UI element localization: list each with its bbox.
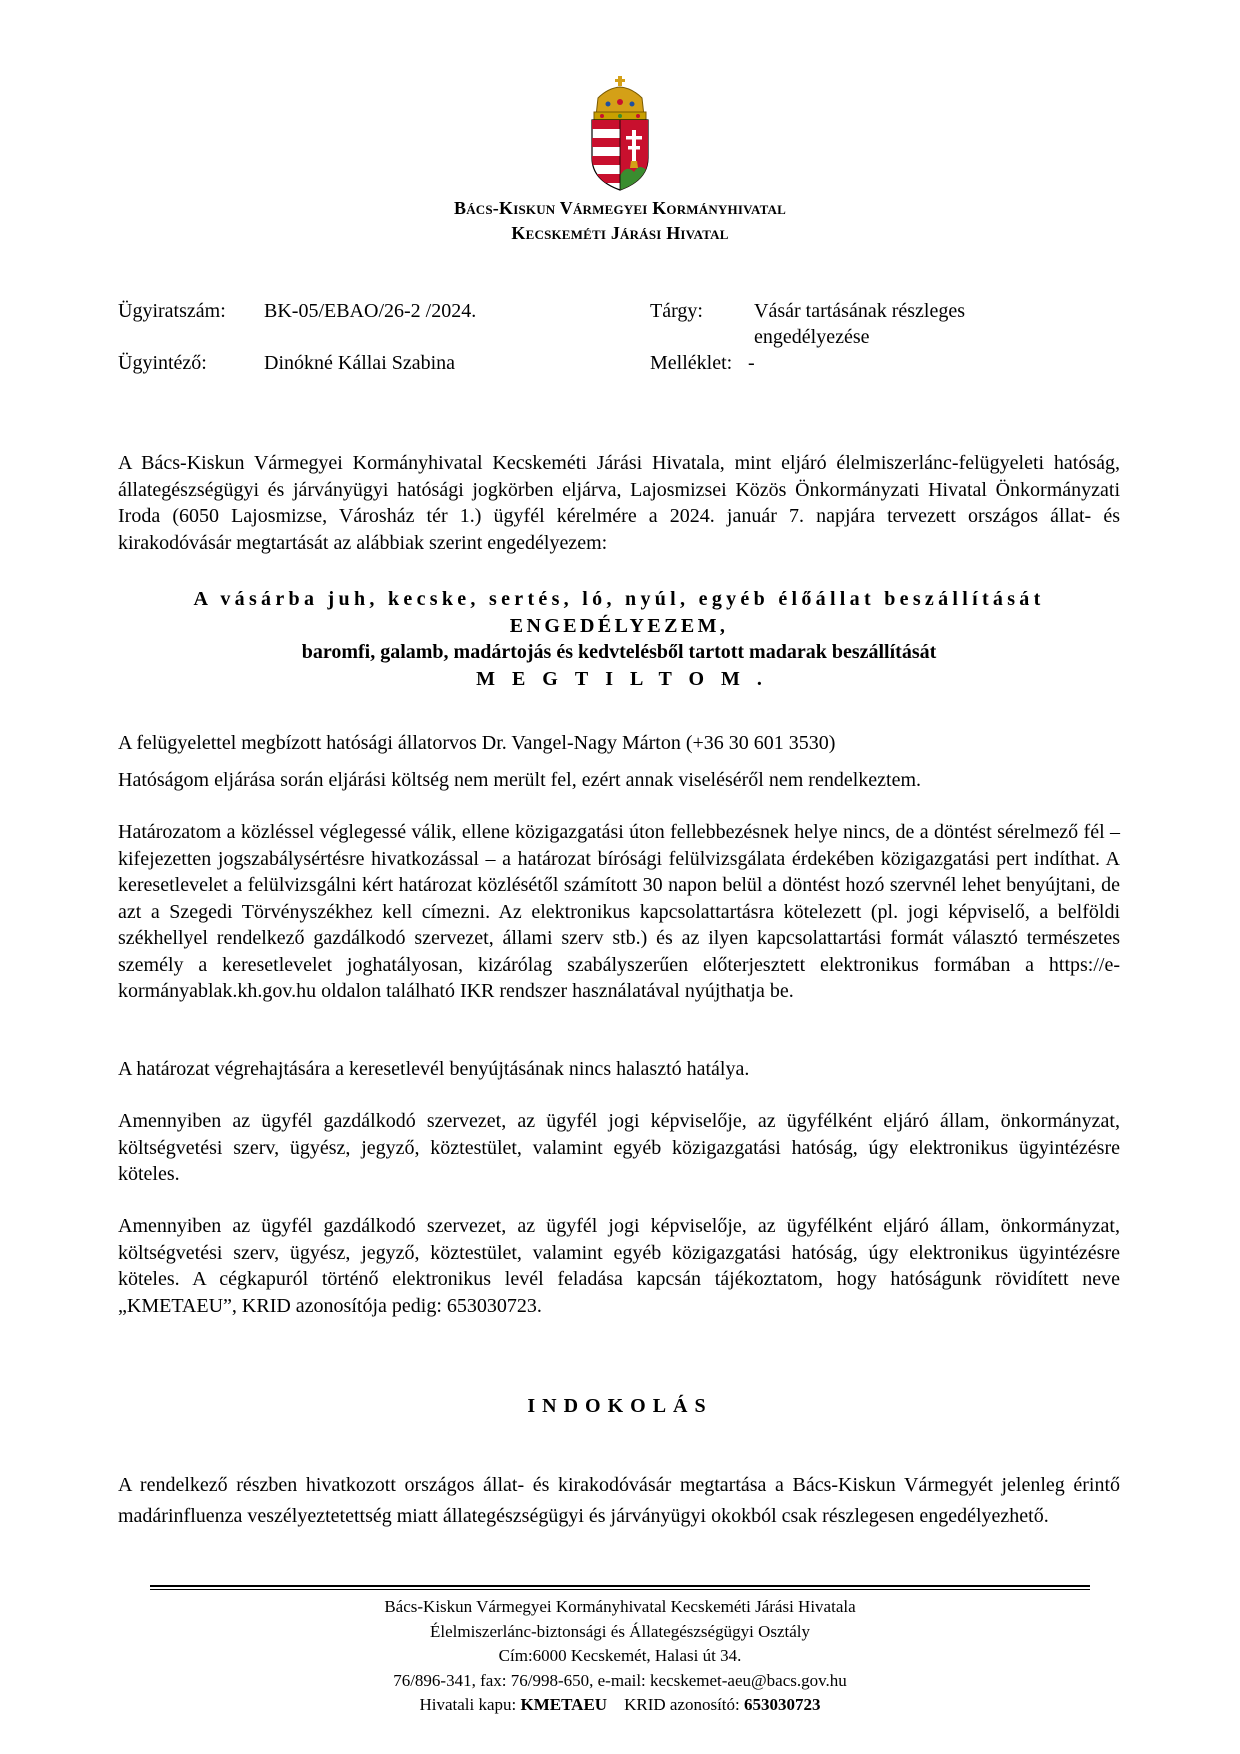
appeal-paragraph: Határozatom a közléssel véglegessé válik, ellene közigazgatási úton fellebbezésnek helye nincs, de a döntést sérelmező fél – kifejezetten jogszabálysértésre hivatkozással – a határozat bírósági felülvizsgálata érdekében közigazgatási pert indíthat. A keresetlevelet a felülvizsgálni kért határozat közlésétől számított 30 napon belül a döntést hozó szervnél lehet benyújtani, de azt a Szegedi Törvényszékhez kell címezni. Az elektronikus kapcsolattartásra kötelezett (pl. jogi képviselő, a belföldi székhellyel rendelkező gazdálkodó szervezet, állami szerv stb.) és az ilyen kapcsolattartási formát választó természetes személy a keresetlevelet joghatályosan, kizárólag szabályszerűen előterjesztett elektronikus formában a https://e-kormányablak.kh.gov.hu oldalon található IKR rendszer használatával nyújthatja be. bbox=[118, 821, 1120, 1002]
footer-divider bbox=[150, 1585, 1090, 1587]
krid-value: 653030723 bbox=[744, 1695, 821, 1714]
issuing-authority bbox=[0, 196, 1240, 246]
electronic-admin-paragraph-2: Amennyiben az ügyfél gazdálkodó szervezet, az ügyfél jogi képviselője, az ügyfélként eljáró állam, önkormányzat, költségvetési szerv, ügyész, jegyző, köztestület, valamint egyéb közigazgatási hatóság, úgy elektronikus ügyintézésre köteles. A cégkapuról történő elektronikus levél feladása kapcsán tájékoztatom, hogy hatóságunk rövidített neve „KMETAEU”, KRID azonosítója pedig: 653030723. bbox=[118, 1215, 1120, 1317]
attachment-value: - bbox=[748, 352, 755, 374]
cost-paragraph: Hatóságom eljárása során eljárási költség nem merült fel, ezért annak viseléséről nem rendelkeztem. bbox=[118, 769, 922, 791]
vet-paragraph: A felügyelettel megbízott hatósági állatorvos Dr. Vangel-Nagy Márton (+36 30 601 3530) bbox=[118, 732, 836, 754]
reasoning-heading: INDOKOLÁS bbox=[527, 1395, 713, 1417]
attachment-label: Melléklet: bbox=[650, 352, 733, 374]
header-line-2: Kecskeméti Járási Hivatal bbox=[511, 223, 729, 243]
footer-contacts: 76/896-341, fax: 76/998-650, e-mail: kecskemet-aeu@bacs.gov.hu bbox=[393, 1670, 847, 1690]
krid-label: KRID azonosító: bbox=[624, 1695, 740, 1714]
header-line-1: Bács-Kiskun Vármegyei Kormányhivatal bbox=[453, 198, 786, 218]
gateway-value: KMETAEU bbox=[520, 1695, 608, 1714]
footer bbox=[0, 1595, 1240, 1718]
footer-office: Bács-Kiskun Vármegyei Kormányhivatal Kecskeméti Járási Hivatala bbox=[384, 1597, 856, 1616]
electronic-admin-paragraph-1: Amennyiben az ügyfél gazdálkodó szervezet, az ügyfél jogi képviselője, az ügyfélként eljáró állam, önkormányzat, költségvetési szerv, ügyész, jegyző, köztestület, valamint egyéb közigazgatási hatóság, úgy elektronikus ügyintézésre köteles. bbox=[118, 1110, 1120, 1185]
case-number-label: Ügyiratszám: bbox=[118, 300, 226, 322]
footer-department: Élelmiszerlánc-biztonsági és Állategészségügyi Osztály bbox=[429, 1621, 810, 1641]
footer-address: Cím:6000 Kecskemét, Halasi út 34. bbox=[498, 1646, 742, 1665]
subject-label: Tárgy: bbox=[650, 300, 703, 322]
gateway-label: Hivatali kapu: bbox=[419, 1695, 517, 1714]
subject-value-line1: Vásár tartásának részleges bbox=[754, 300, 965, 322]
reasoning-paragraph: A rendelkező részben hivatkozott országos állat- és kirakodóvásár megtartása a Bács-Kiskun Vármegyét jelenleg érintő madárinfluenza veszélyeztetettség miatt állategészségügyi és járványügyi okokból csak részlegesen engedélyezhető. bbox=[118, 1474, 1120, 1527]
officer-value: Dinókné Kállai Szabina bbox=[264, 352, 456, 374]
intro-paragraph: A Bács-Kiskun Vármegyei Kormányhivatal Kecskeméti Járási Hivatala, mint eljáró élelmiszerlánc-felügyeleti hatóság, állategészségügyi és járványügyi hatósági jogkörben eljárva, Lajosmizsei Közös Önkormányzati Hivatal Önkormányzati Iroda (6050 Lajosmizse, Városház tér 1.) ügyfél kérelmére a 2024. január 7. napjára tervezett országos állat- és kirakodóvásár megtartását az alábbiak szerint engedélyezem: bbox=[118, 452, 1120, 554]
case-number-value: BK-05/EBAO/26-2 /2024. bbox=[264, 300, 477, 322]
decision-forbid-word: MEGTILTOM. bbox=[476, 667, 779, 690]
execution-paragraph: A határozat végrehajtására a keresetlevél benyújtásának nincs halasztó hatálya. bbox=[118, 1058, 750, 1080]
footer-gateway bbox=[0, 1693, 1240, 1718]
decision-permitted-line: A vásárba juh, kecske, sertés, ló, nyúl, egyéb élőállat beszállítását bbox=[193, 588, 1045, 610]
officer-label: Ügyintéző: bbox=[118, 352, 207, 374]
subject-value-line2: engedélyezése bbox=[754, 326, 870, 348]
decision-forbidden-line: baromfi, galamb, madártojás és kedvtelésből tartott madarak beszállítását bbox=[301, 641, 937, 663]
decision-block bbox=[118, 586, 1120, 692]
hungarian-coat-of-arms-icon bbox=[588, 76, 652, 192]
footer-divider-thin bbox=[150, 1589, 1090, 1590]
decision-permit-word: ENGEDÉLYEZEM, bbox=[509, 614, 729, 637]
